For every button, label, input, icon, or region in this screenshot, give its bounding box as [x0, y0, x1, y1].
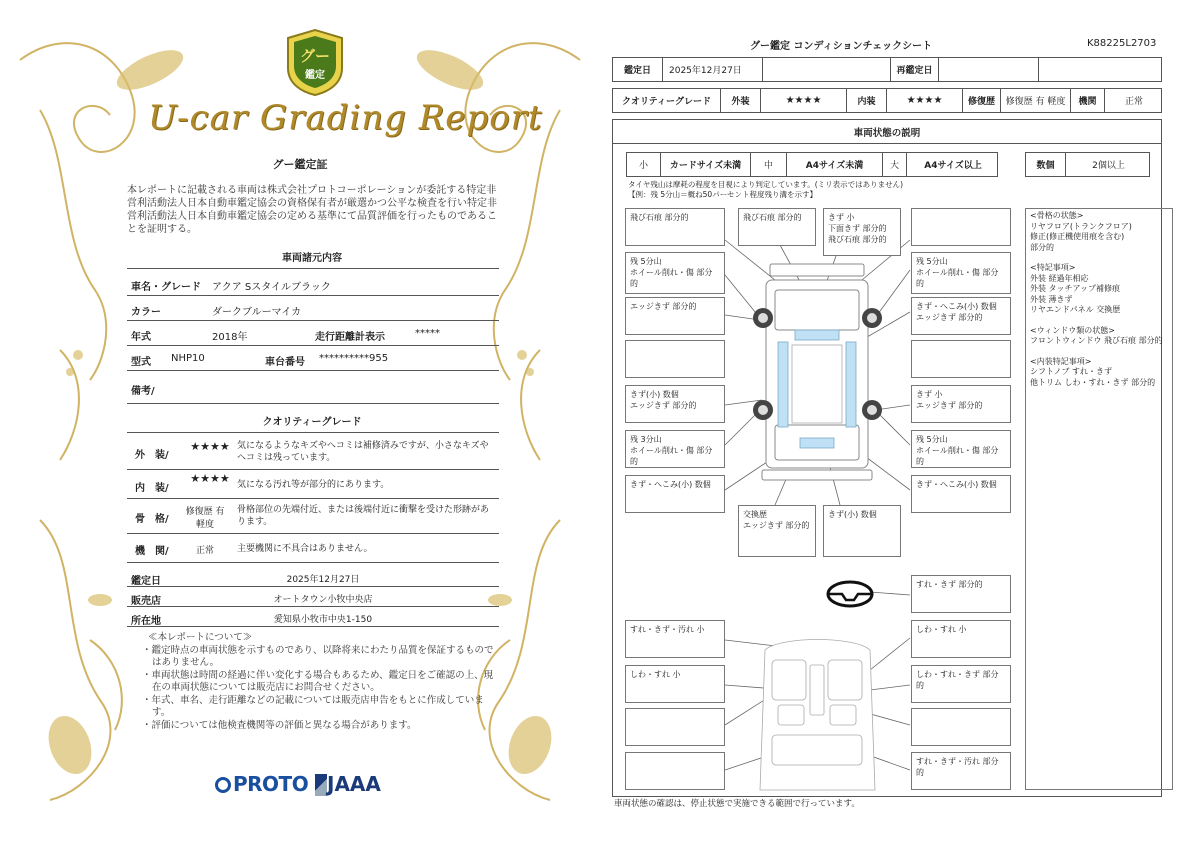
repair-history-label: 修復歴 — [963, 89, 1001, 112]
exterior-desc: 気になるようなキズやヘコミは補修済みですが、小さなキズやヘコミは残っています。 — [237, 441, 489, 463]
sheet-code: K88225L2703 — [1087, 38, 1157, 49]
size-large: 大 — [883, 153, 907, 176]
engine-label: 機 関/ — [135, 546, 169, 557]
int-box-right-1: しわ・すれ 小 — [911, 620, 1011, 658]
notes-title: ≪本レポートについて≫ — [148, 632, 253, 643]
logo-bar — [215, 770, 415, 802]
quality-heading: クオリティーグレード — [262, 417, 362, 428]
note-line: 部分的 — [1030, 242, 1054, 252]
size-large-desc: A4サイズ以上 — [924, 161, 982, 171]
int-box-left-2: しわ・すれ 小 — [625, 665, 725, 703]
reinspection-date-label: 再鑑定日 — [891, 58, 939, 81]
badge-bottom-text: 鑑定 — [305, 70, 325, 81]
name-value: アクア Sスタイルブラック — [212, 282, 331, 293]
note-line: 外装 経過年相応 — [1030, 273, 1089, 283]
engine-value: 正常 — [1124, 97, 1143, 107]
quality-row-interior — [127, 471, 499, 499]
ext-box-right-3: きず・へこみ(小) 数個 エッジきず 部分的 — [911, 297, 1011, 335]
color-value: ダークブルーマイカ — [212, 307, 302, 318]
ext-box-left-1: 飛び石痕 部分的 — [625, 208, 725, 246]
chassis-value: **********955 — [319, 353, 389, 364]
int-box-right-4: すれ・きず・汚れ 部分的 — [911, 752, 1011, 790]
special-notes-panel — [1025, 208, 1173, 790]
spec-row-remarks — [127, 376, 499, 404]
engine-grade: 正常 — [195, 546, 214, 556]
spec-row-name — [127, 272, 499, 296]
interior-grade: ★★★★ — [190, 472, 230, 485]
frame-grade-2: 軽度 — [195, 520, 214, 530]
proto-logo: PROTO — [215, 772, 308, 796]
exterior-label: 外 装/ — [135, 450, 169, 461]
car-interior-outline — [760, 640, 875, 791]
proto-mark-icon — [215, 777, 231, 793]
report-notes — [140, 632, 498, 732]
jaaa-logo: JAAA — [327, 772, 381, 796]
condition-check-sheet — [600, 0, 1200, 848]
condition-section-title: 車両状態の説明 — [613, 120, 1161, 144]
spec-row-model — [127, 347, 499, 371]
model-value: NHP10 — [171, 353, 205, 364]
note-line: <骨格の状態> — [1030, 211, 1084, 220]
sheet-title: グー鑑定 コンディションチェックシート — [750, 41, 933, 52]
count-desc: 2個以上 — [1092, 161, 1125, 171]
interior-desc: 気になる汚れ等が部分的にあります。 — [237, 480, 390, 490]
steering-wheel-icon — [828, 582, 872, 606]
footer-note: 車両状態の確認は、停止状態で実施できる範囲で行っています。 — [614, 799, 860, 809]
note-line: リヤフロア(トランクフロア) — [1030, 221, 1132, 231]
ext-box-right-4 — [911, 340, 1011, 378]
ext-box-bottom-3: きず(小) 数個 — [823, 505, 901, 557]
report-title: U-car Grading Report — [148, 98, 543, 138]
note-line: シフトノブ すれ・きず — [1030, 367, 1113, 376]
note-line: <ウィンドウ類の状態> — [1030, 325, 1115, 335]
quality-row-exterior — [127, 436, 499, 470]
quality-row-frame — [127, 500, 499, 534]
ext-box-right-7: きず・へこみ(小) 数個 — [911, 475, 1011, 513]
certificate-heading: グー鑑定証 — [272, 158, 328, 171]
note-line: <内装特記事項> — [1030, 356, 1092, 366]
frame-grade-1: 修復歴 有 — [185, 507, 225, 517]
interior-stars: ★★★★ — [887, 89, 963, 112]
engine-label: 機関 — [1071, 89, 1105, 112]
int-box-right-2: しわ・すれ・きず 部分的 — [911, 665, 1011, 703]
note-item: ・車両状態は時間の経過に伴い変化する場合もあるため、鑑定日をご確認の上、現在の車両状態については販売店にお問合せください。 — [142, 669, 494, 693]
size-medium-desc: A4サイズ未満 — [787, 153, 883, 176]
count-label: 数個 — [1026, 153, 1066, 176]
dealer-label: 販売店 — [131, 596, 161, 607]
size-small-desc: カードサイズ未満 — [661, 153, 751, 176]
address-value: 愛知県小牧市中央1-150 — [273, 615, 373, 625]
size-medium: 中 — [751, 153, 787, 176]
ext-box-right-5: きず 小 エッジきず 部分的 — [911, 385, 1011, 423]
ext-box-left-2: 残 5分山 ホイール削れ・傷 部分的 — [625, 252, 725, 294]
size-small: 小 — [627, 153, 661, 176]
note-line: リヤエンドパネル 交換歴 — [1030, 305, 1121, 314]
interior-label: 内装 — [847, 89, 887, 112]
quality-row-engine — [127, 535, 499, 563]
date-label: 鑑定日 — [131, 576, 161, 587]
color-label: カラー — [131, 307, 161, 318]
note-line: フロントウィンドウ 飛び石痕 部分的 — [1030, 336, 1163, 345]
badge-top-text: グー — [299, 47, 331, 65]
frame-label: 骨 格/ — [135, 514, 169, 525]
int-box-left-4 — [625, 752, 725, 790]
note-line: 外装 タッチアップ補修痕 — [1030, 284, 1120, 293]
info-row-date — [127, 568, 499, 587]
interior-label: 内 装/ — [135, 483, 169, 494]
goo-badge-logo — [284, 28, 346, 96]
note-line: <特記事項> — [1030, 263, 1076, 272]
ext-box-right-6: 残 5分山 ホイール削れ・傷 部分的 — [911, 430, 1011, 468]
ext-box-left-4 — [625, 340, 725, 378]
note-line: 修正(修正機使用痕を含む) — [1030, 232, 1125, 241]
date-value: 2025年12月27日 — [286, 575, 360, 585]
exterior-label: 外装 — [721, 89, 761, 112]
repair-history-value: 修復歴 有 軽度 — [1001, 89, 1071, 112]
note-line: 他トリム しわ・すれ・きず 部分的 — [1030, 377, 1156, 387]
mileage-label: 走行距離計表示 — [315, 332, 385, 343]
engine-desc: 主要機関に不具合はありません。 — [237, 544, 373, 554]
quality-grade-label: クオリティーグレード — [613, 89, 721, 112]
int-box-left-1: すれ・きず・汚れ 小 — [625, 620, 725, 658]
jaaa-mark-icon — [315, 774, 327, 796]
tire-note: タイヤ残山は摩耗の程度を目視により判定しています。(ミリ表示ではありません) 【例：残 5分山＝概ね50パーセント程度残り溝を示す】 — [628, 180, 904, 199]
remarks-label: 備考/ — [131, 386, 155, 397]
name-label: 車名・グレード — [131, 282, 201, 293]
certificate-text: 本レポートに記載される車両は株式会社プロトコーポレーションが委託する特定非営利活動法人日本自動車鑑定協会の資格保有者が厳選かつ公平な検査を行い特定非営利活動法人日本自動車鑑定協会の定める基準にて品質評価を行ったものであることを証明する。 — [127, 185, 497, 235]
chassis-label: 車台番号 — [265, 357, 305, 368]
note-item: ・評価については他検査機関等の評価と異なる場合があります。 — [142, 719, 417, 731]
dealer-value: オートタウン小牧中央店 — [273, 595, 373, 605]
ext-box-left-7: きず・へこみ(小) 数個 — [625, 475, 725, 513]
ext-box-right-2: 残 5分山 ホイール削れ・傷 部分的 — [911, 252, 1011, 294]
ext-box-bottom-2: 交換歴 エッジきず 部分的 — [738, 505, 816, 557]
inspection-date-value: 2025年12月27日 — [663, 58, 763, 81]
ext-box-left-5: きず(小) 数個 エッジきず 部分的 — [625, 385, 725, 423]
note-line: 外装 薄きず — [1030, 294, 1073, 304]
year-value: 2018年 — [212, 332, 248, 343]
ext-box-top-4 — [911, 208, 1011, 246]
exterior-grade: ★★★★ — [190, 440, 230, 453]
ext-box-left-6: 残 3分山 ホイール削れ・傷 部分的 — [625, 430, 725, 468]
address-label: 所在地 — [131, 616, 161, 627]
spec-heading: 車両諸元内容 — [282, 253, 342, 264]
note-item: ・鑑定時点の車両状態を示すものであり、以降将来にわたり品質を保証するものではありません。 — [142, 644, 494, 668]
inspection-date-label: 鑑定日 — [613, 58, 663, 81]
int-box-left-3 — [625, 708, 725, 746]
spec-row-year — [127, 322, 499, 346]
year-label: 年式 — [131, 332, 151, 343]
exterior-stars: ★★★★ — [761, 89, 847, 112]
ext-box-top-3: きず 小 下面きず 部分的 飛び石痕 部分的 — [823, 208, 901, 256]
model-label: 型式 — [131, 357, 151, 368]
int-box-steering: すれ・きず 部分的 — [911, 575, 1011, 613]
note-item: ・年式、車名、走行距離などの記載については販売店申告をもとに作成しています。 — [142, 694, 484, 718]
info-row-address — [127, 608, 499, 627]
ext-box-top-2: 飛び石痕 部分的 — [738, 208, 816, 246]
info-row-dealer — [127, 588, 499, 607]
int-box-right-3 — [911, 708, 1011, 746]
frame-desc: 骨格部位の先端付近、または後端付近に衝撃を受けた形跡があります。 — [237, 505, 490, 527]
mileage-value: ***** — [415, 328, 440, 339]
spec-row-color — [127, 297, 499, 321]
ext-box-left-3: エッジきず 部分的 — [625, 297, 725, 335]
